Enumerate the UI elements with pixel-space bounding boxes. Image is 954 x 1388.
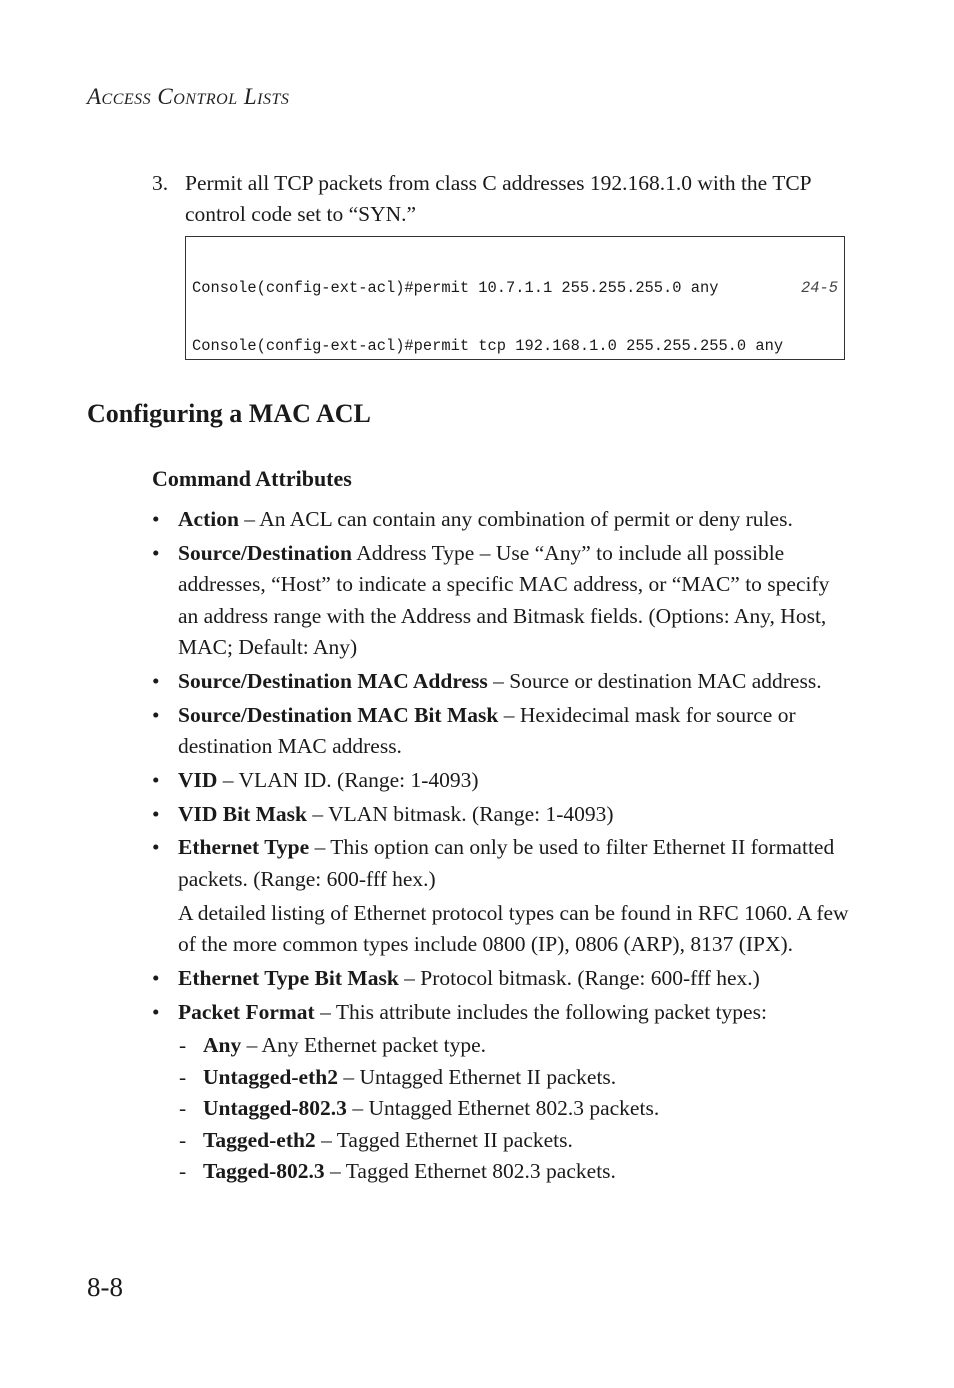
list-item-packet-format — [152, 997, 852, 1028]
bullet: • — [152, 801, 160, 826]
term: Source/Destination — [178, 540, 352, 565]
list-item-vid — [152, 765, 852, 796]
list-item-ethernet-type-bit-mask — [152, 963, 852, 994]
bullet: • — [152, 540, 160, 565]
term: Untagged-802.3 — [203, 1096, 347, 1121]
subheading: Command Attributes — [152, 466, 352, 491]
term: Ethernet Type Bit Mask — [178, 965, 399, 990]
list-item-mac-bit-mask — [152, 700, 852, 763]
term: VID Bit Mask — [178, 801, 308, 826]
term: VID — [178, 767, 218, 792]
bullet: • — [152, 507, 160, 531]
term: Source/Destination MAC Address — [178, 668, 488, 693]
term: Tagged-eth2 — [203, 1127, 316, 1152]
description: – Tagged Ethernet II packets. — [315, 1127, 573, 1152]
bullet: • — [152, 999, 160, 1024]
term: Tagged-802.3 — [203, 1159, 325, 1184]
term: Packet Format — [178, 999, 315, 1024]
bullet: • — [152, 702, 160, 727]
dash: - — [179, 1064, 187, 1089]
term: Source/Destination MAC Bit Mask — [178, 702, 499, 727]
description: – Any Ethernet packet type. — [241, 1033, 487, 1058]
description: – An ACL can contain any combination of permit or deny rules. — [238, 507, 793, 531]
description: – Protocol bitmask. (Range: 600-fff hex.) — [398, 965, 760, 990]
ethernet-type-note: A detailed listing of Ethernet protocol types can be found in RFC 1060. A few of the more common types include 0800 (IP), 0806 (ARP), 8137 (IPX). — [178, 900, 849, 957]
dash: - — [179, 1033, 187, 1058]
description: – Untagged Ethernet II packets. — [337, 1064, 617, 1089]
bullet: • — [152, 965, 160, 990]
dash: - — [179, 1127, 187, 1152]
sub-item-tagged-eth2 — [152, 1125, 852, 1156]
list-item-ethernet-type — [152, 832, 852, 895]
list-item-action — [152, 504, 852, 535]
page-number: 8-8 — [87, 1272, 123, 1302]
dash: - — [179, 1096, 187, 1121]
bullet: • — [152, 767, 160, 792]
list-item-vid-bit-mask — [152, 799, 852, 830]
bullet: • — [152, 835, 160, 860]
list-item-address-type — [152, 538, 852, 664]
term: Any — [203, 1033, 242, 1058]
code-line: Console(config-ext-acl)#permit tcp 192.168.1.0 255.255.255.0 any — [192, 337, 784, 356]
step-number: 3. — [152, 171, 169, 195]
description: – This attribute includes the following packet types: — [314, 999, 767, 1024]
section-title: Configuring a MAC ACL — [87, 399, 371, 428]
description: – Untagged Ethernet 802.3 packets. — [346, 1096, 660, 1121]
step-3 — [152, 168, 842, 230]
running-header: Access Control Lists — [87, 84, 290, 109]
sub-item-tagged-8023 — [152, 1156, 852, 1187]
code-line — [192, 279, 838, 298]
attribute-list — [152, 504, 852, 1187]
code-example — [185, 236, 845, 360]
term: Action — [178, 507, 239, 531]
sub-item-any — [152, 1030, 852, 1061]
dash: - — [179, 1159, 187, 1184]
sub-item-untagged-8023 — [152, 1093, 852, 1124]
description: – Tagged Ethernet 802.3 packets. — [324, 1159, 616, 1184]
description: – This option can only be used to filter Ethernet II formatted packets. (Range: 600-fff hex.) — [178, 835, 835, 891]
description: – Hexidecimal mask for source or destination MAC address. — [178, 702, 796, 759]
list-item-mac-address — [152, 666, 852, 697]
description: – Source or destination MAC address. — [487, 668, 822, 693]
term: Untagged-eth2 — [203, 1064, 338, 1089]
code-line-text: Console(config-ext-acl)#permit 10.7.1.1 255.255.255.0 any — [192, 278, 719, 297]
page-reference: 24-5 — [801, 278, 838, 297]
sub-item-untagged-eth2 — [152, 1062, 852, 1093]
description: – VLAN ID. (Range: 1-4093) — [217, 767, 479, 792]
description: – VLAN bitmask. (Range: 1-4093) — [307, 801, 614, 826]
term: Ethernet Type — [178, 835, 310, 860]
step-text: Permit all TCP packets from class C addresses 192.168.1.0 with the TCP control code set to “SYN.” — [185, 171, 811, 226]
bullet: • — [152, 668, 160, 693]
description: Address Type – Use “Any” to include all possible addresses, “Host” to indicate a specific MAC address, or “MAC” to specify an address range with the Address and Bitmask fields. (Options: Any, Host, MAC; Default: Any) — [178, 540, 830, 660]
